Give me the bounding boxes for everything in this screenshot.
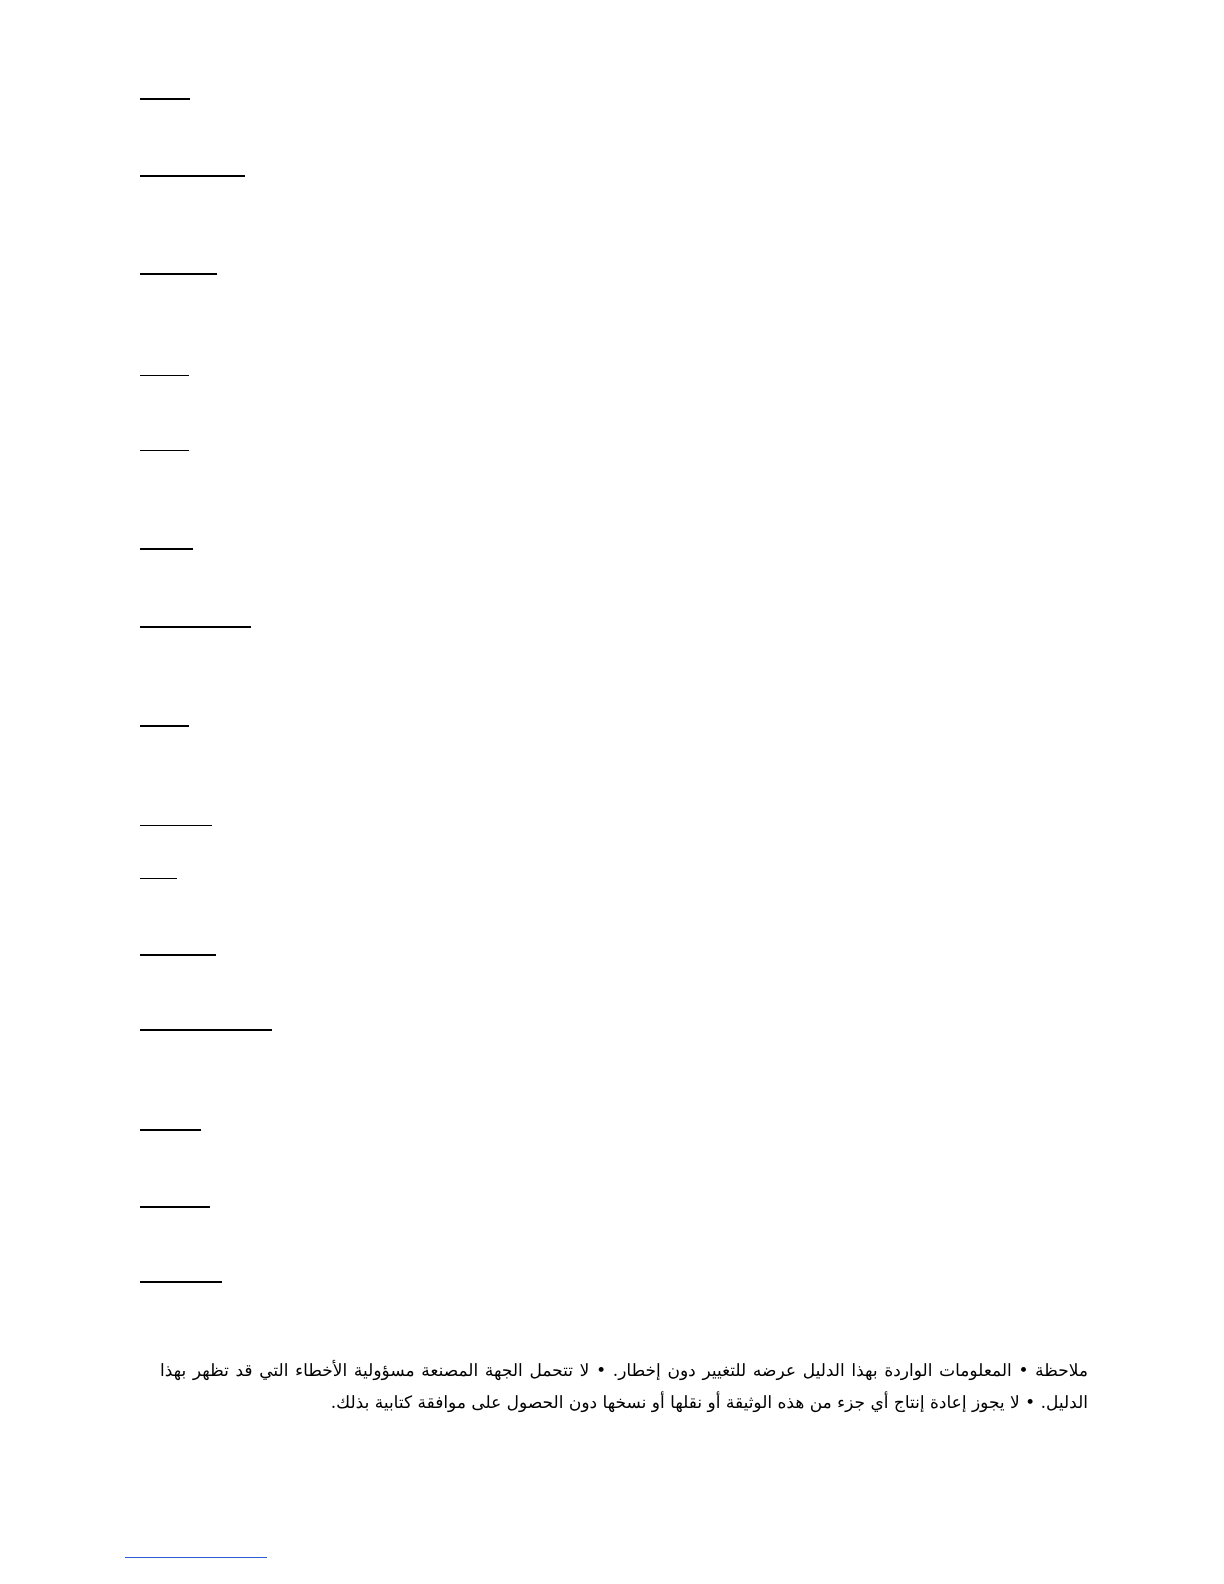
disclaimer-note: ملاحظة • المعلومات الواردة بهذا الدليل عرضه للتغيير دون إخطار. • لا تتحمل الجهة المصنعة مسؤولية الأخطاء التي قد تظهر بهذا الدليل. • لا يجوز إعادة إنتاج أي جزء من هذه الوثيقة أو نقلها أو نسخها دون الحصول على موافقة كتابية بذلك. <box>160 1361 1088 1413</box>
blank-rule-14 <box>140 1206 210 1208</box>
blank-rule-2 <box>140 175 245 177</box>
blank-rule-6 <box>140 548 193 550</box>
blank-rule-10 <box>140 878 177 879</box>
blank-rule-15 <box>140 1281 222 1283</box>
blank-rule-8 <box>140 725 189 727</box>
blank-rule-7 <box>140 626 251 628</box>
footer-line <box>125 1557 267 1558</box>
blank-rule-12 <box>140 1029 272 1031</box>
blank-rule-9 <box>140 825 212 826</box>
blank-rule-11 <box>140 954 216 956</box>
blank-rule-1 <box>140 98 190 100</box>
blank-rule-4 <box>140 375 189 376</box>
blank-rule-13 <box>140 1129 201 1131</box>
blank-rule-5 <box>140 450 189 451</box>
blank-rule-3 <box>140 273 217 275</box>
